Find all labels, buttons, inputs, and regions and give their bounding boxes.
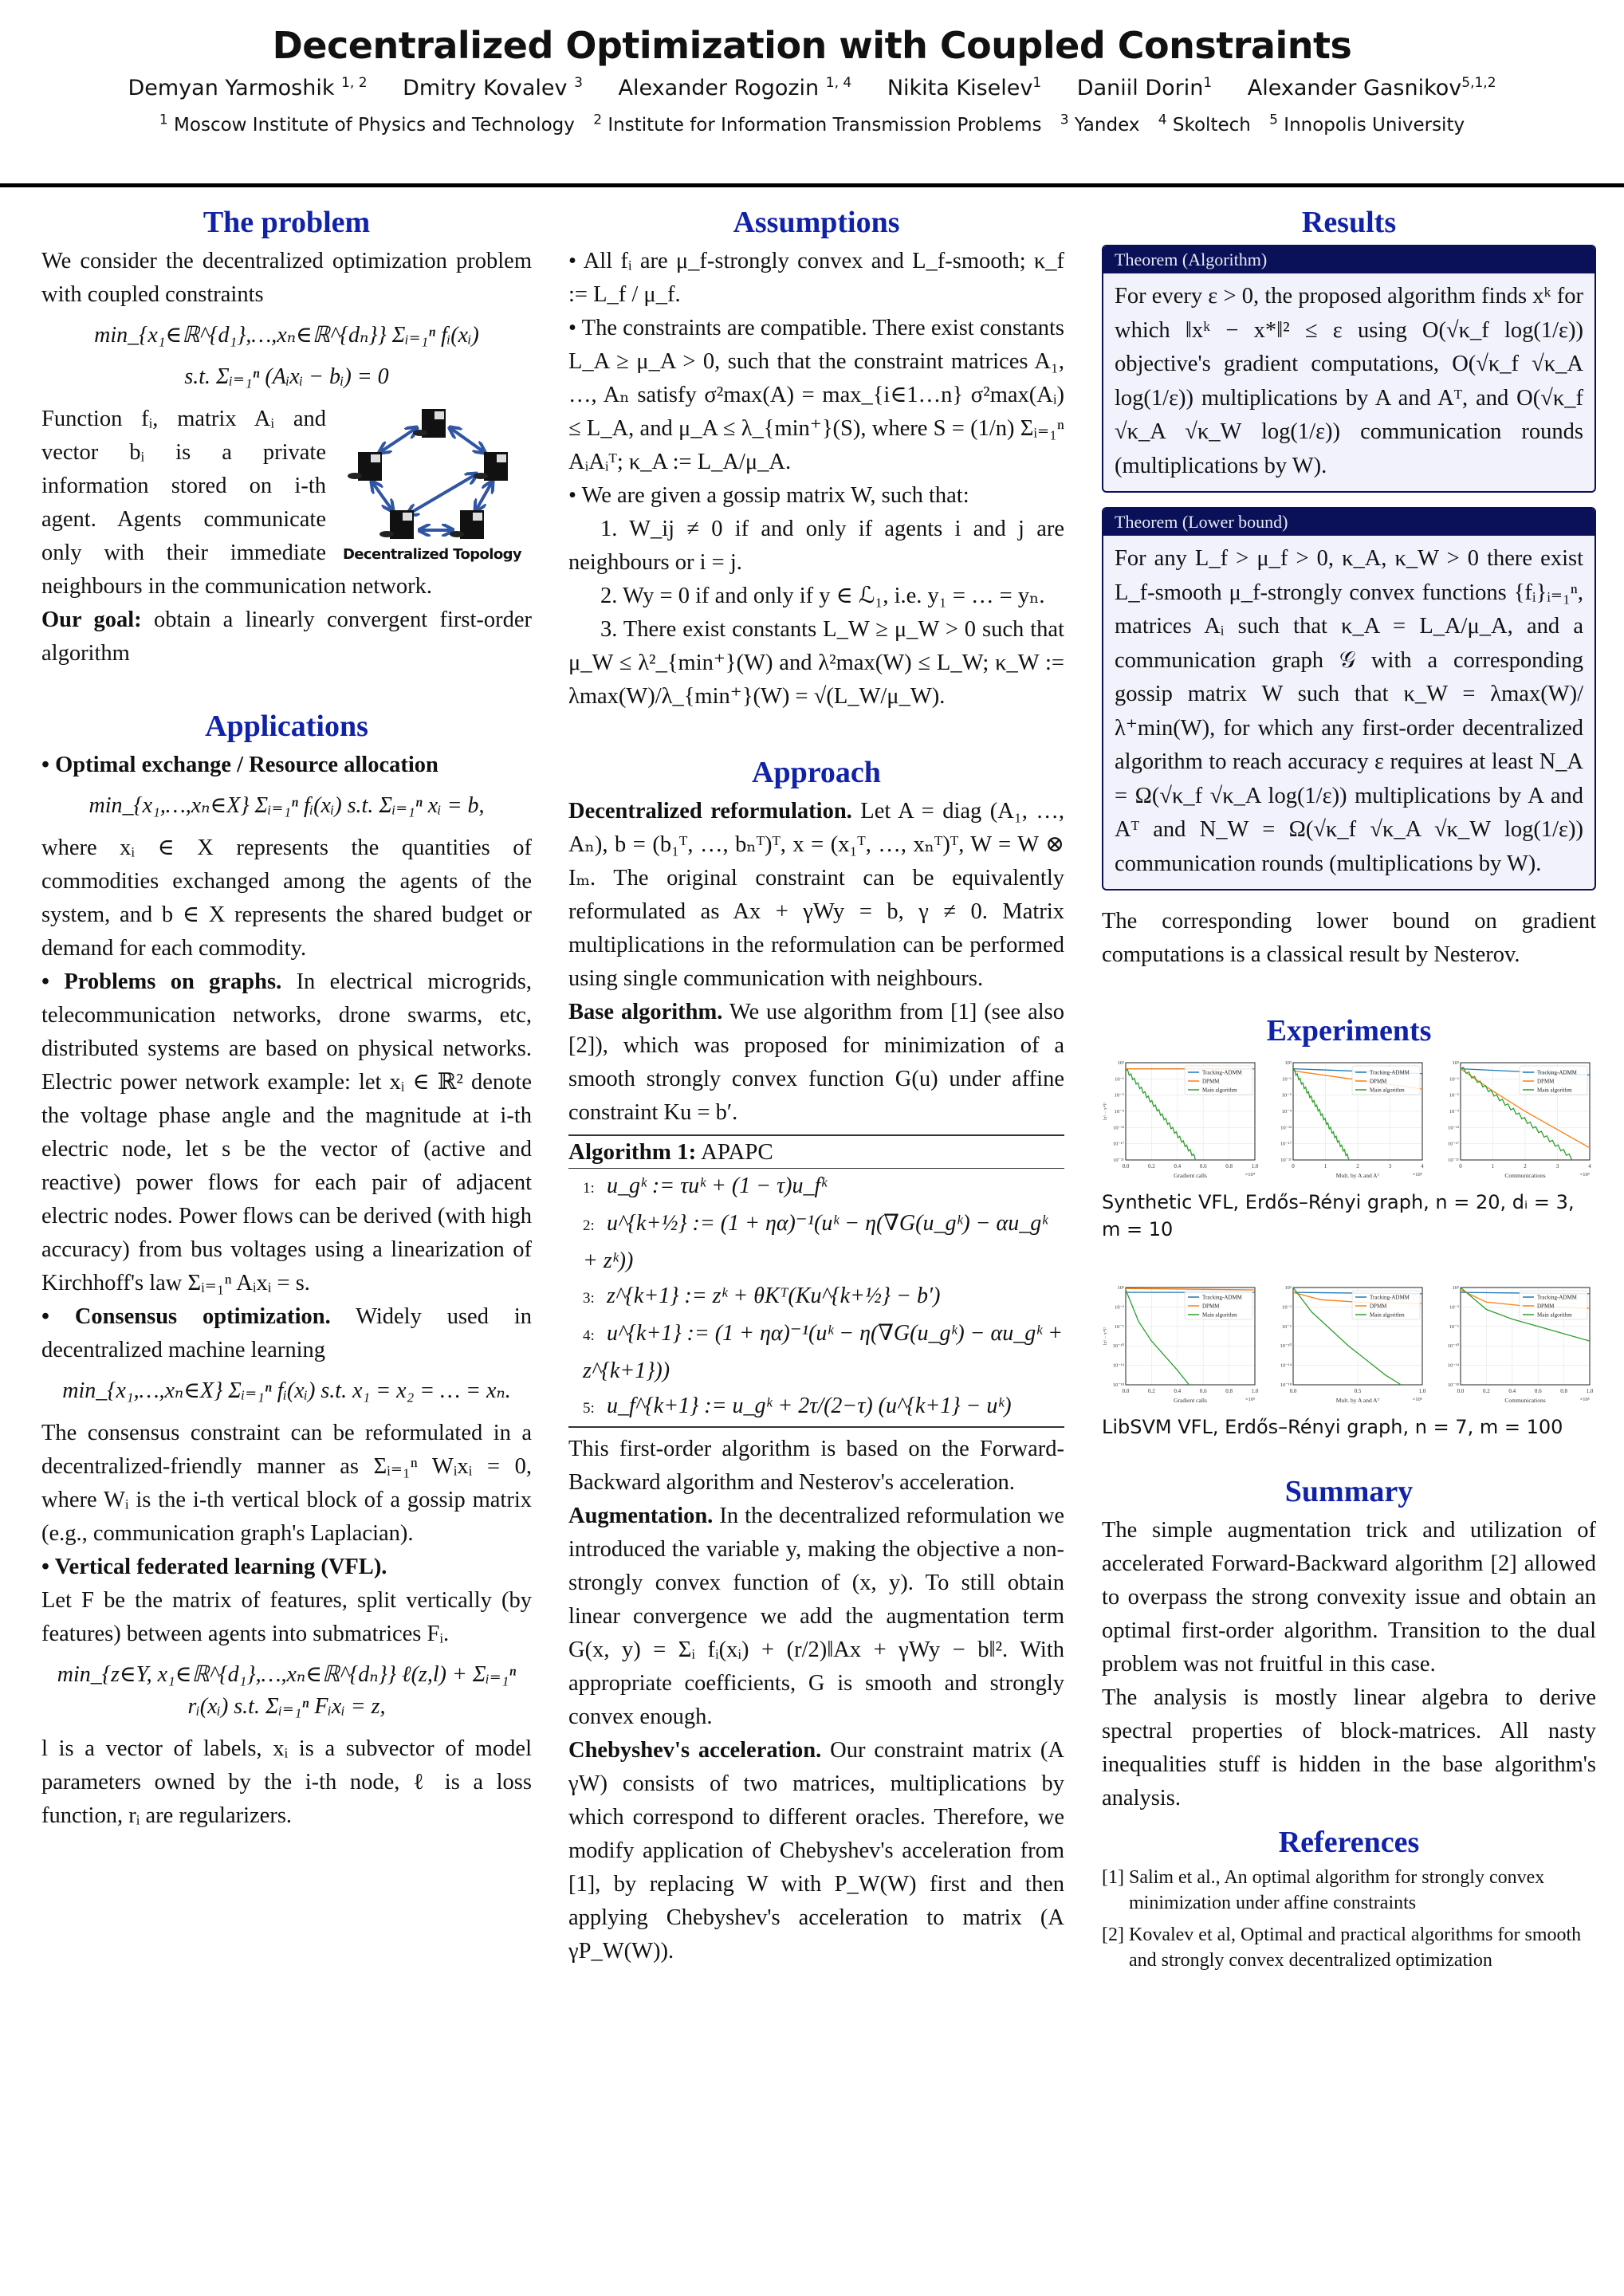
y-tick-label: 10⁻⁹ [1281,1109,1292,1115]
y-tick-label: 10⁻²¹ [1448,1158,1459,1163]
section-title: Applications [205,710,368,743]
x-scale-label: ×10⁵ [1412,1172,1422,1177]
section-summary [1102,1472,1596,1815]
y-tick-label: 10⁻¹⁰ [1447,1343,1459,1350]
y-tick-label: 10⁻⁶ [1449,1323,1459,1330]
section-title: Assumptions [733,206,900,239]
section-title: The problem [203,206,371,239]
approach-after-algo: This first-order algorithm is based on the Forward-Backward algorithm and Nesterov's acceleration. [568,1437,1064,1495]
x-tick-label: 0.4 [1174,1388,1182,1394]
author-list [0,75,1624,100]
affiliation: $^3$ Yandex [1060,112,1140,136]
x-tick-label: 0 [1292,1163,1295,1170]
y-tick-label: 10⁻¹³ [1113,1125,1124,1131]
x-tick-label: 1.0 [1251,1163,1259,1170]
y-tick-label: 10² [1117,1285,1124,1291]
assumption-item: • We are given a gossip matrix W, such that: [568,483,969,508]
y-tick-label: 10⁻² [1115,1304,1124,1311]
x-tick-label: 1.0 [1251,1388,1259,1394]
approach-chebyshev: Chebyshev's acceleration. Our constraint matrix (A γW) consists of two matrices, multiplications by which correspond to different oracles. Therefore, we modify application of Chebyshev's acceleration from [1], by replacing W with P_W(W) first and then applying Chebyshev's acceleration to matrix (A γP_W(W)). [568,1738,1064,1964]
legend-label: Main algorithm [1370,1087,1405,1094]
x-tick-label: 0.2 [1148,1163,1155,1170]
y-tick-label: 10⁻² [1449,1304,1459,1311]
y-tick-label: 10³ [1452,1060,1459,1066]
x-scale-label: ×10⁵ [1579,1172,1590,1177]
x-tick-label: 0.2 [1148,1388,1155,1394]
y-tick-label: 10⁻¹⁸ [1112,1382,1124,1388]
figure-caption: LibSVM VFL, Erdős–Rényi graph, n = 7, m = 100 [1102,1416,1563,1438]
affiliation: $^2$ Institute for Information Transmission Problems [593,112,1042,136]
legend-label: Main algorithm [1202,1087,1237,1094]
y-tick-label: 10⁻⁵ [1114,1092,1124,1099]
legend-label: Main algorithm [1202,1311,1237,1319]
application-text: where xᵢ ∈ X represents the quantities of commodities exchanged among the agents of the system, and b ∈ X represents the shared budget or demand for each commodity. [41,835,532,961]
algorithm-header: Algorithm 1: APAPC [568,1136,1064,1169]
application-text: The consensus constraint can be reformulated in a decentralized-friendly manner as Σᵢ₌₁ⁿ Wᵢxᵢ = 0, where Wᵢ is the i-th vertical block of a gossip matrix (e.g., communication graph's Laplacian). [41,1421,532,1546]
legend-label: Tracking-ADMM [1370,1069,1410,1076]
header-divider [0,183,1624,187]
y-tick-label: 10⁻¹³ [1280,1125,1292,1131]
x-tick-label: 0 [1459,1163,1462,1170]
legend-label: DPMM [1202,1303,1220,1310]
section-title: Results [1301,206,1397,239]
author: Alexander Rogozin $^{1, 4}$ [618,75,852,100]
legend-label: Tracking-ADMM [1202,1069,1242,1076]
x-tick-label: 1.0 [1586,1388,1594,1394]
x-axis-label: Communications [1504,1172,1546,1179]
y-tick-label: 10⁻¹⁰ [1112,1343,1124,1350]
x-tick-label: 0.6 [1199,1388,1207,1394]
x-tick-label: 3 [1555,1163,1559,1170]
y-tick-label: 10⁻⁶ [1281,1323,1292,1330]
x-tick-label: 0.8 [1225,1388,1233,1394]
application-label: • Optimal exchange / Resource allocation [41,753,438,777]
section-references [1102,1823,1596,1973]
summary-paragraph: The simple augmentation trick and utilization of accelerated Forward-Backward algorithm [2] allowed to overpass the strong convexity issue and obtain an optimal first-order algorithm. Transition to the dual problem was not fruitful in this case. [1102,1518,1596,1677]
legend-label: Main algorithm [1370,1311,1405,1319]
application-text: l is a vector of labels, xᵢ is a subvector of model parameters owned by the i-th node, ℓ is a loss function, rᵢ are regularizers. [41,1736,532,1828]
x-tick-label: 0.8 [1560,1388,1567,1394]
theorem-lower-bound [1102,507,1596,890]
affiliation: $^1$ Moscow Institute of Physics and Technology [159,112,575,136]
x-tick-label: 0.4 [1174,1163,1182,1170]
server-icon [450,510,484,539]
y-axis-label: ‖xᵏ − x*‖² [1103,1102,1108,1121]
x-tick-label: 1.0 [1418,1388,1426,1394]
section-assumptions [568,203,1064,714]
x-scale-label: ×10⁵ [1412,1397,1422,1402]
figure-row-synthetic [1102,1058,1596,1185]
legend-label: Tracking-ADMM [1537,1294,1577,1301]
column-right [1102,203,1596,1980]
column-middle [568,203,1064,1968]
chart-synthetic-gradient [1102,1058,1261,1185]
x-tick-label: 4 [1588,1163,1591,1170]
link-arrow [380,428,416,452]
assumption-item: • The constraints are compatible. There exist constants L_A ≥ μ_A > 0, such that the constraint matrices A₁, …, Aₙ satisfy σ²max(A) = max_{i∈1…n} σ²max(Aᵢ) ≤ L_A, and μ_A ≤ λ_{min⁺}(S), where S = (1/n) Σᵢ₌₁ⁿ AᵢAᵢᵀ; κ_A := L_A/μ_A. [568,316,1064,474]
legend-label: DPMM [1370,1303,1387,1310]
theorem-header: Theorem (Lower bound) [1103,509,1595,536]
chart-synthetic-comm [1437,1058,1596,1185]
theorem-body: For any L_f > μ_f > 0, κ_A, κ_W > 0 there exist L_f-smooth μ_f-strongly convex functions {fᵢ}ᵢ₌₁ⁿ, matrices Aᵢ such that κ_A = L_A/μ_A, and a communication graph 𝒢 with a corresponding gossip matrix W such that κ_W = λmax(W)/λ⁺min(W), for which any first-order decentralized algorithm to reach accuracy ε requires at least N_A = Ω(√κ_f √κ_A log(1/ε)) multiplications by A and Aᵀ and N_W = Ω(√κ_f √κ_A √κ_W log(1/ε)) communication rounds (multiplications by W). [1115,546,1583,876]
x-tick-label: 0.8 [1225,1163,1233,1170]
y-tick-label: 10⁻¹⁷ [1447,1141,1459,1147]
equation-constraint: s.t. Σᵢ₌₁ⁿ (Aᵢxᵢ − bᵢ) = 0 [184,364,389,389]
y-tick-label: 10⁻¹ [1449,1076,1459,1083]
affiliation-list [0,112,1624,136]
x-tick-label: 0.0 [1122,1163,1130,1170]
theorem-header: Theorem (Algorithm) [1103,246,1595,273]
assumption-subitem: 1. W_ij ≠ 0 if and only if agents i and j are neighbours or i = j. [568,517,1064,575]
x-axis-label: Mult. by A and Aᵀ [1335,1172,1380,1179]
equation-objective: min_{x₁∈ℝ^{d₁},…,xₙ∈ℝ^{dₙ}} Σᵢ₌₁ⁿ fᵢ(xᵢ) [94,323,479,348]
x-tick-label: 0.2 [1483,1388,1490,1394]
problem-goal: Our goal: obtain a linearly convergent first-order algorithm [41,607,533,666]
server-icon [413,409,446,438]
x-tick-label: 1 [1323,1163,1327,1170]
y-tick-label: 10⁻¹⁷ [1112,1141,1124,1147]
server-icon [348,452,382,481]
legend-label: Tracking-ADMM [1202,1294,1242,1301]
y-tick-label: 10³ [1117,1060,1124,1066]
figure-caption: Decentralized Topology [342,546,522,563]
author: Dmitry Kovalev $^3$ [403,75,583,100]
y-tick-label: 10⁻¹⁰ [1280,1343,1292,1350]
assumption-subitem: 2. Wy = 0 if and only if y ∈ ℒ₁, i.e. y₁ = … = yₙ. [600,584,1045,608]
section-problem [41,203,532,670]
section-applications [41,707,532,1833]
algorithm-line: 4: u^{k+1} := (1 + ηα)⁻¹(uᵏ − η(∇G(u_gᵏ) − αu_gᵏ + z^{k+1})) [583,1321,1064,1383]
x-axis-label: Communications [1504,1397,1546,1404]
y-tick-label: 10² [1452,1285,1459,1291]
section-title: Approach [752,756,881,789]
algorithm-line: 3: z^{k+1} := zᵏ + θKᵀ(Ku^{k+½} − b′) [583,1284,941,1308]
x-tick-label: 3 [1388,1163,1392,1170]
x-axis-label: Gradient calls [1174,1172,1207,1179]
reference-item: [1] Salim et al., An optimal algorithm for strongly convex minimization under affine constraints [1102,1867,1545,1913]
x-tick-label: 0.5 [1354,1388,1362,1394]
series-line [1126,1288,1255,1290]
y-tick-label: 10⁻²¹ [1280,1158,1292,1163]
application-consensus: • Consensus optimization. Widely used in decentralized machine learning [41,1304,532,1362]
link-arrow [372,482,392,510]
application-label: • Vertical federated learning (VFL). [41,1555,387,1579]
poster-title: Decentralized Optimization with Coupled Constraints [272,24,1352,67]
section-title: References [1278,1826,1420,1859]
x-scale-label: ×10³ [1245,1397,1255,1402]
legend-label: Main algorithm [1537,1087,1572,1094]
y-tick-label: 10⁻¹ [1115,1076,1124,1083]
equation-vfl: min_{z∈Y, x₁∈ℝ^{d₁},…,xₙ∈ℝ^{dₙ}} ℓ(z,l) + Σᵢ₌₁ⁿ rᵢ(xᵢ) s.t. Σᵢ₌₁ⁿ Fᵢxᵢ = z, [57,1662,517,1719]
application-graphs: • Problems on graphs. In electrical microgrids, telecommunication networks, drone swarms, etc, distributed systems are based on physical networks. Electric power network example: let xᵢ ∈ ℝ² denote the voltage phase angle and the magnitude at i-th electric node, let s be the vector of (active and reactive) power flows for each pair of adjacent electric nodes. Power flows can be derived (with high accuracy) from bus voltages using a linearization of Kirchhoff's law Σᵢ₌₁ⁿ Aᵢxᵢ = s. [41,969,532,1295]
figure-caption: Synthetic VFL, Erdős–Rényi graph, n = 20, dᵢ = 3, m = 10 [1102,1191,1575,1240]
algorithm-box [568,1134,1064,1428]
server-icon [474,452,508,481]
y-tick-label: 10⁻⁹ [1114,1109,1124,1115]
legend-label: DPMM [1537,1303,1555,1310]
author: Daniil Dorin$^1$ [1076,75,1213,100]
y-tick-label: 10⁻² [1282,1304,1292,1311]
x-tick-label: 2 [1524,1163,1527,1170]
column-left [41,203,532,1833]
algorithm-line: 1: u_gᵏ := τuᵏ + (1 − τ)u_fᵏ [583,1174,828,1198]
y-tick-label: 10⁻¹⁴ [1447,1362,1459,1369]
y-tick-label: 10⁻⁹ [1449,1109,1459,1115]
affiliation: $^4$ Skoltech [1158,112,1251,136]
theorem-algorithm [1102,245,1596,493]
author: Nikita Kiselev$^1$ [887,75,1042,100]
legend-label: DPMM [1537,1078,1555,1085]
results-note: The corresponding lower bound on gradient computations is a classical result by Nesterov. [1102,909,1596,967]
y-tick-label: 10⁻²¹ [1113,1158,1124,1163]
legend-label: DPMM [1202,1078,1220,1085]
x-tick-label: 2 [1356,1163,1359,1170]
chart-synthetic-mult [1269,1058,1429,1185]
y-tick-label: 10⁻¹ [1282,1076,1292,1083]
y-tick-label: 10⁻¹⁸ [1280,1382,1292,1388]
legend-label: DPMM [1370,1078,1387,1085]
y-tick-label: 10⁻¹³ [1448,1125,1459,1131]
approach-base: Base algorithm. We use algorithm from [1] (see also [2]), which was proposed for minimization of a smooth strongly convex function G(u) under affine constraint Ku = b′. [568,1000,1064,1125]
x-tick-label: 0.0 [1122,1388,1130,1394]
x-axis-label: Mult. by A and Aᵀ [1335,1397,1380,1404]
approach-augmentation: Augmentation. In the decentralized reformulation we introduced the variable y, making the objective a non-strongly convex function of (x, y). To still obtain linear convergence we add the augmentation term G(x, y) = Σᵢ fᵢ(xᵢ) + (r/2)‖Ax + γWy − b‖². With appropriate coefficients, G is smooth and strongly convex enough. [568,1504,1064,1729]
theorem-body: For every ε > 0, the proposed algorithm finds xᵏ for which ‖xᵏ − x*‖² ≤ ε using O(√κ_f log(1/ε)) objective's gradient computations, O(√κ_f √κ_A log(1/ε)) multiplications by A and Aᵀ, and O(√κ_f √κ_A √κ_W log(1/ε)) communication rounds (multiplications by W). [1115,284,1583,478]
algorithm-line: 5: u_f^{k+1} := u_gᵏ + 2τ/(2−τ) (u^{k+1} − uᵏ) [583,1394,1012,1418]
x-axis-label: Gradient calls [1174,1397,1207,1404]
network-diagram [340,403,524,546]
legend-label: Tracking-ADMM [1537,1069,1577,1076]
link-arrow [408,474,476,514]
link-arrow [476,482,492,510]
problem-intro: We consider the decentralized optimization problem with coupled constraints [41,249,532,307]
chart-libsvm-comm [1437,1283,1596,1410]
algorithm-line: 2: u^{k+½} := (1 + ηα)⁻¹(uᵏ − η(∇G(u_gᵏ) − αu_gᵏ + zᵏ)) [583,1211,1048,1273]
author: Alexander Gasnikov$^{5,1,2}$ [1247,75,1496,100]
series-line [1293,1069,1349,1160]
y-tick-label: 10⁻¹⁸ [1447,1382,1459,1388]
section-results [1102,203,1596,972]
x-tick-label: 0.4 [1508,1388,1516,1394]
server-icon [379,510,414,539]
approach-reformulation: Decentralized reformulation. Let A = diag (A₁, …, Aₙ), b = (b₁ᵀ, …, bₙᵀ)ᵀ, x = (x₁ᵀ, …, xₙᵀ)ᵀ, W = W ⊗ Iₘ. The original constraint can be equivalently reformulated as Ax + γWy = b, γ ≠ 0. Matrix multiplications in the reformulation can be performed using single communication with neighbours. [568,799,1064,991]
equation-consensus: min_{x₁,…,xₙ∈X} Σᵢ₌₁ⁿ fᵢ(xᵢ) s.t. x₁ = x₂ = … = xₙ. [62,1378,511,1403]
section-experiments [1102,1012,1596,1441]
y-tick-label: 10⁻⁵ [1281,1092,1292,1099]
application-text: Let F be the matrix of features, split vertically (by features) between agents into submatrices Fᵢ. [41,1588,532,1646]
section-approach [568,753,1064,1968]
poster-header [0,0,1624,136]
x-scale-label: ×10⁴ [1245,1172,1255,1177]
x-tick-label: 0.6 [1534,1388,1542,1394]
x-tick-label: 0.0 [1289,1388,1297,1394]
assumption-subitem: 3. There exist constants L_W ≥ μ_W > 0 such that μ_W ≤ λ²_{min⁺}(W) and λ²max(W) ≤ L_W; κ_W := λmax(W)/λ_{min⁺}(W) = √(L_W/μ_W). [568,617,1064,709]
y-tick-label: 10⁻⁶ [1114,1323,1124,1330]
summary-paragraph: The analysis is mostly linear algebra to derive spectral properties of block-matrices. All nasty inequalities stuff is hidden in the base algorithm's analysis. [1102,1685,1596,1810]
assumption-item: • All fᵢ are μ_f-strongly convex and L_f-smooth; κ_f := L_f / μ_f. [568,249,1064,307]
y-tick-label: 10⁻¹⁷ [1280,1141,1292,1147]
y-tick-label: 10⁻⁵ [1449,1092,1459,1099]
legend-label: Main algorithm [1537,1311,1572,1319]
section-title: Experiments [1266,1014,1432,1048]
y-tick-label: 10² [1284,1285,1292,1291]
x-tick-label: 0.0 [1457,1388,1465,1394]
x-tick-label: 0.6 [1199,1163,1207,1170]
equation-exchange: min_{x₁,…,xₙ∈X} Σᵢ₌₁ⁿ fᵢ(xᵢ) s.t. Σᵢ₌₁ⁿ xᵢ = b, [88,793,485,818]
y-tick-label: 10⁻¹⁴ [1112,1362,1124,1369]
x-scale-label: ×10⁵ [1579,1397,1590,1402]
reference-item: [2] Kovalev et al, Optimal and practical algorithms for smooth and strongly convex decentralized optimization [1102,1924,1582,1971]
y-tick-label: 10⁻¹⁴ [1280,1362,1292,1369]
link-arrow [450,428,484,452]
x-tick-label: 4 [1421,1163,1424,1170]
problem-body: Function fᵢ, matrix Aᵢ and vector bᵢ is a private information stored on i-th agent. Agents communicate only with their immediate neighbours in the communication network. [41,407,432,599]
y-axis-label: ‖xᵏ − x*‖² [1103,1327,1108,1346]
legend-label: Tracking-ADMM [1370,1294,1410,1301]
author: Demyan Yarmoshik $^{1, 2}$ [128,75,368,100]
series-line [1126,1290,1189,1385]
topology-figure [332,403,532,563]
y-tick-label: 10³ [1284,1060,1292,1066]
x-tick-label: 1 [1491,1163,1495,1170]
figure-row-libsvm [1102,1283,1596,1410]
affiliation: $^5$ Innopolis University [1269,112,1465,136]
chart-libsvm-gradient [1102,1283,1261,1410]
section-title: Summary [1284,1475,1414,1508]
chart-libsvm-mult [1269,1283,1429,1410]
